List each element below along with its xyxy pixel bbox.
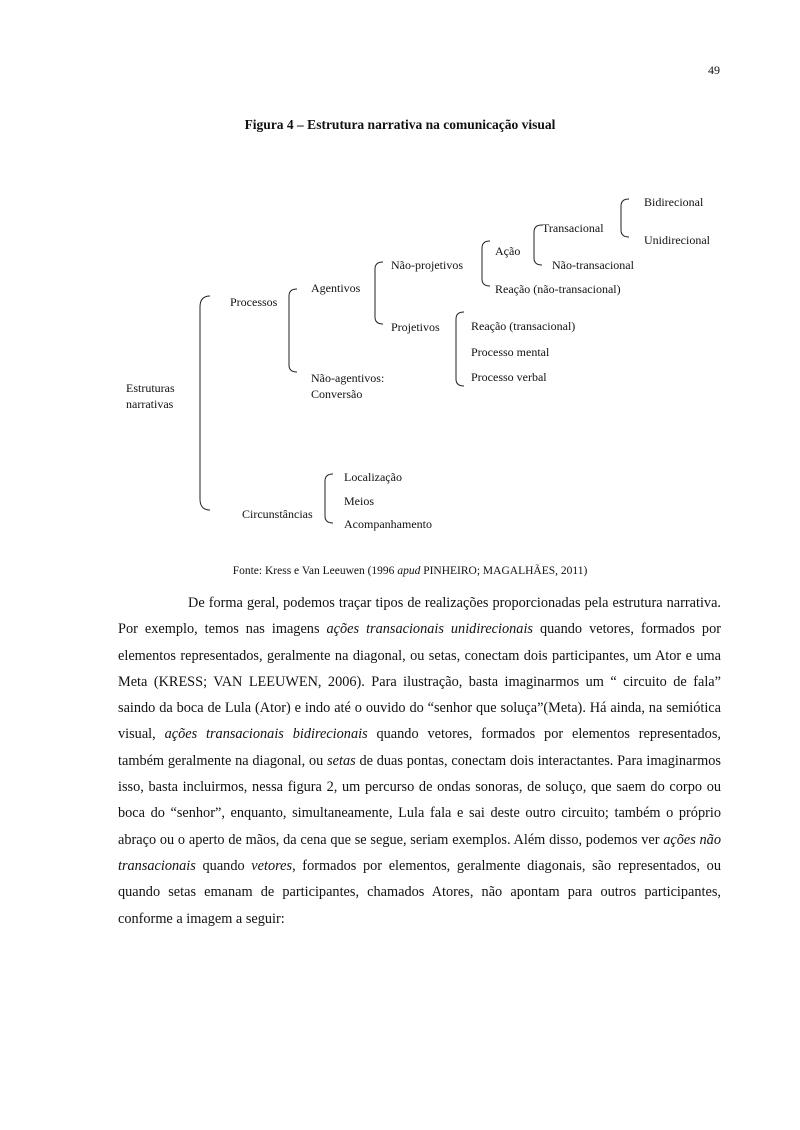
label-nao-transacional: Não-transacional — [552, 258, 634, 272]
bracket-processos — [289, 289, 297, 372]
paragraph-italic: ações transacionais bidirecionais — [164, 726, 368, 743]
label-unidirecional: Unidirecional — [644, 233, 710, 247]
source-suffix: PINHEIRO; MAGALHÃES, 2011) — [420, 565, 588, 577]
label-processos: Processos — [230, 295, 278, 309]
bracket-acao — [534, 225, 542, 265]
label-processo-mental: Processo mental — [471, 345, 550, 359]
label-root-line1: Estruturas — [126, 381, 175, 395]
label-projetivos: Projetivos — [391, 320, 440, 334]
label-reacao-transacional: Reação (transacional) — [471, 319, 576, 333]
label-agentivos: Agentivos — [311, 281, 361, 295]
label-localizacao: Localização — [344, 470, 402, 484]
figure-title: Figura 4 – Estrutura narrativa na comunicação visual — [244, 117, 556, 132]
bracket-nao-projetivos — [482, 241, 490, 286]
label-transacional: Transacional — [542, 221, 604, 235]
paragraph-text: , formados por elementos, geralmente diagonais, são representados, ou quando setas emanam de participantes, chamados Atores, não apontam para outros participantes, conforme a imagem a seguir: — [118, 857, 721, 927]
label-nao-agentivos: Não-agentivos: — [311, 371, 385, 385]
label-acompanhamento: Acompanhamento — [344, 517, 432, 531]
label-bidirecional: Bidirecional — [644, 195, 704, 209]
label-acao: Ação — [495, 244, 521, 258]
paragraph-text: quando vetores, formados por elementos representados, geralmente na diagonal, ou setas, conectam dois participantes, um Ator e uma Meta (KRESS; VAN LEEUWEN, 2006). Para ilustração, basta imaginarmos um “ circuito de fala” saindo da boca de Lula (Ator) e indo até o ouvido do “senhor que soluça”(Meta). Há ainda, na semiótica visual, — [118, 621, 721, 743]
figure-source — [0, 565, 800, 577]
paragraph — [118, 590, 721, 932]
label-circunstancias: Circunstâncias — [242, 507, 313, 521]
bracket-transacional — [621, 199, 629, 237]
bracket-agentivos — [375, 262, 383, 324]
source-apud: apud — [397, 565, 421, 577]
bracket-projetivos — [456, 312, 464, 386]
paragraph-italic: ações transacionais unidirecionais — [326, 621, 533, 638]
paragraph-text: quando vetores, formados por elementos representados, também geralmente na diagonal, ou — [118, 726, 721, 769]
label-meios: Meios — [344, 494, 374, 508]
bracket-root — [200, 296, 210, 510]
label-root-line2: narrativas — [126, 397, 174, 411]
paragraph-text: De forma geral, podemos traçar tipos de realizações proporcionadas pela estrutura narrativa. Por exemplo, temos nas imagens — [118, 595, 721, 638]
paragraph-italic: vetores — [251, 857, 293, 874]
paragraph-italic: setas — [327, 752, 356, 769]
bracket-circunstancias — [325, 474, 333, 523]
label-processo-verbal: Processo verbal — [471, 370, 547, 384]
paragraph-text: de duas pontas, conectam dois interactantes. Para imaginarmos isso, basta incluirmos, nessa figura 2, um percurso de ondas sonoras, de soluço, que saem do corpo ou boca do “senhor”, enquanto, simultaneamente, Lula fala e sai deste outro circuito; também o próprio abraço ou o aperto de mãos, da cena que se segue, seriam exemplos. Além disso, podemos ver — [118, 752, 721, 848]
label-reacao-nao-transacional: Reação (não-transacional) — [495, 282, 621, 296]
narrative-structure-diagram — [110, 185, 730, 545]
label-nao-projetivos: Não-projetivos — [391, 258, 463, 272]
paragraph-text: quando — [195, 857, 252, 874]
body-paragraph — [118, 590, 721, 932]
source-prefix: Fonte: Kress e Van Leeuwen (1996 — [232, 565, 398, 577]
paragraph-italic: ações não transacionais — [118, 831, 721, 874]
label-conversao: Conversão — [311, 387, 363, 401]
page-number: 49 — [708, 63, 720, 77]
